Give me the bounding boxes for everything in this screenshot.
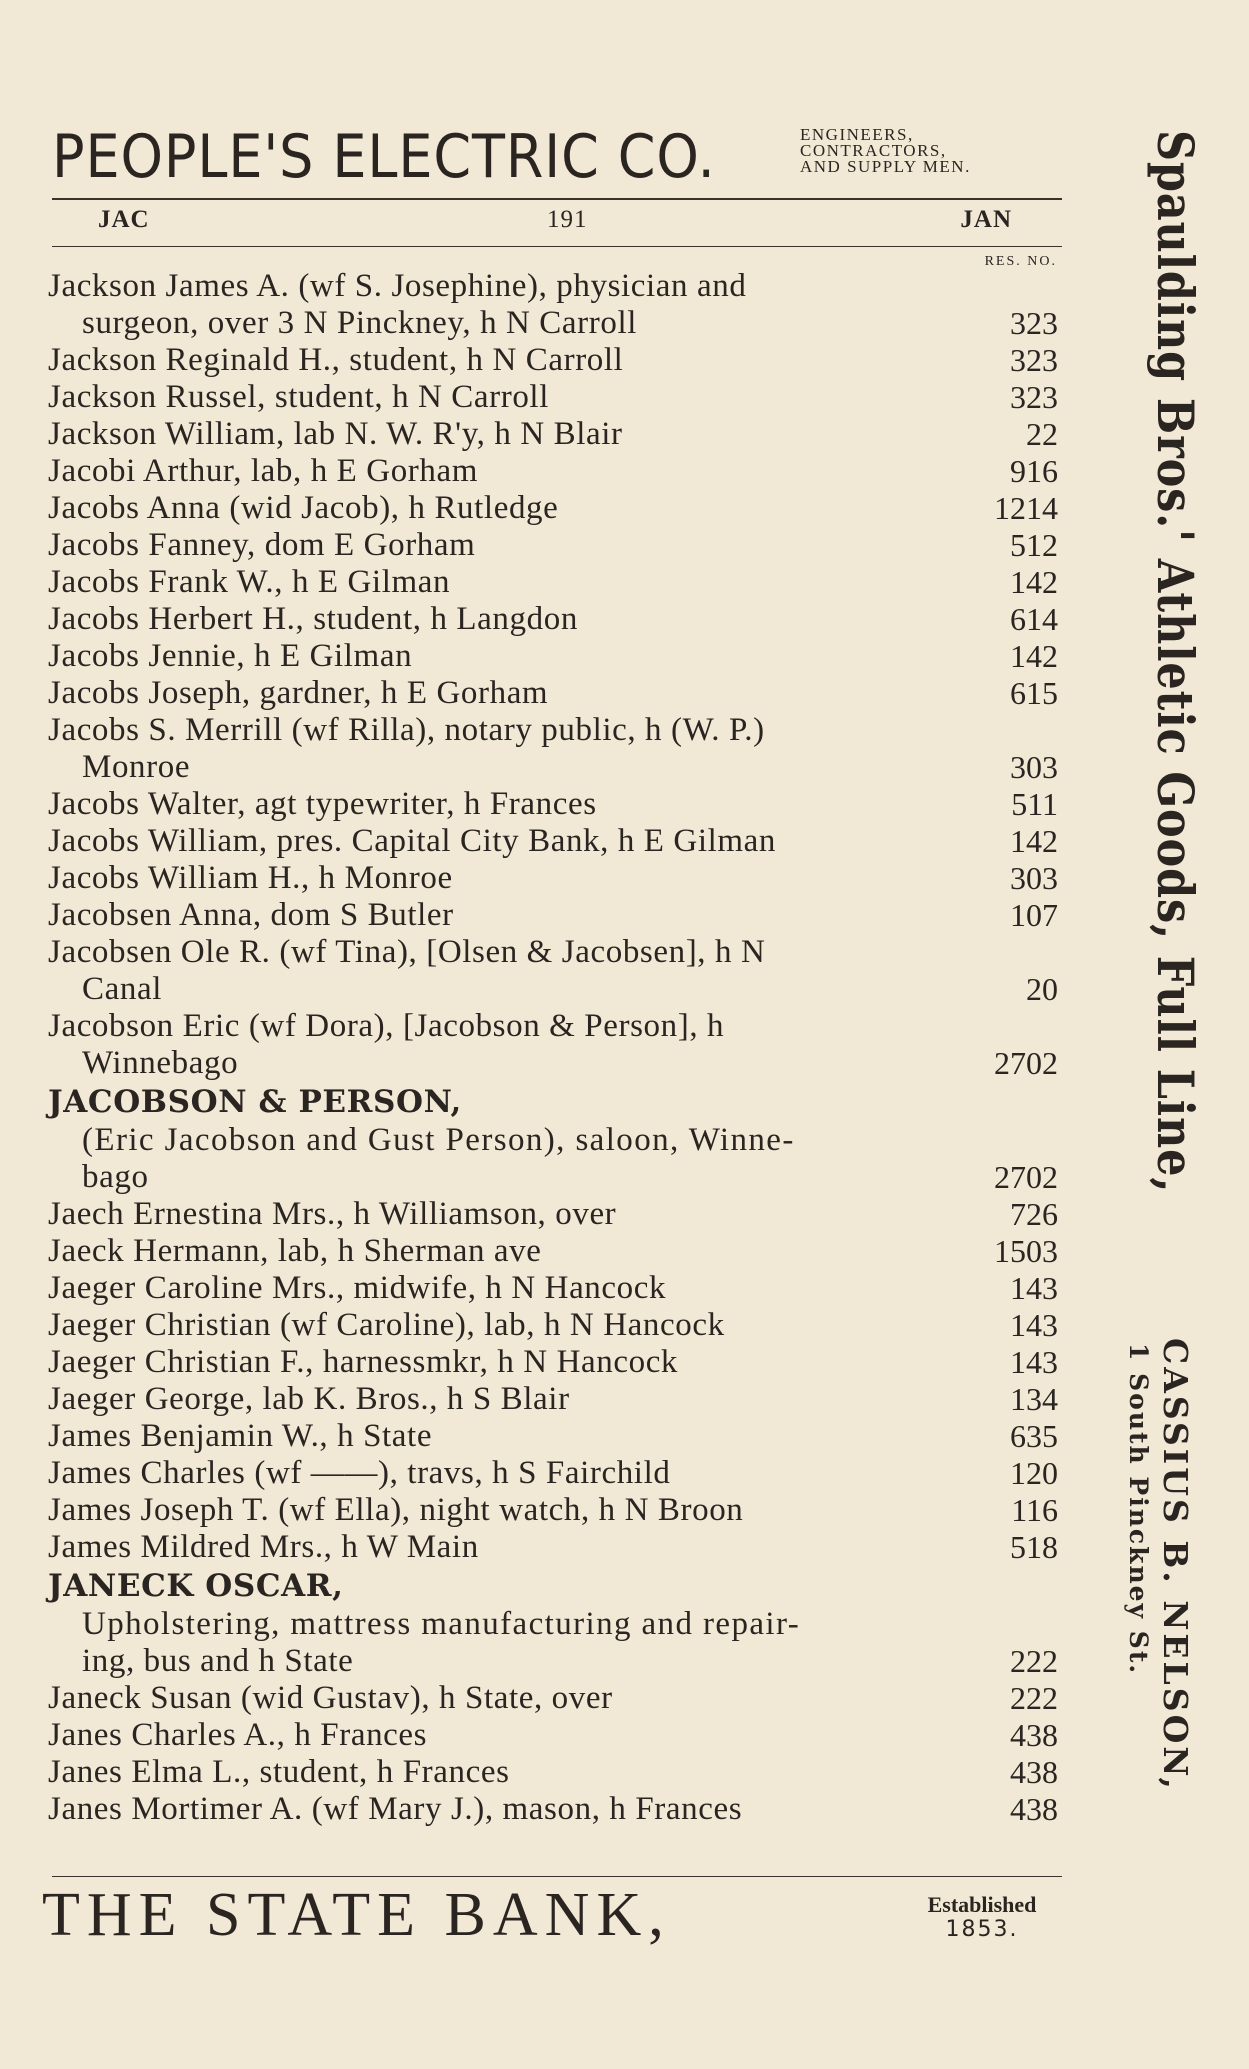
side-ad-main: Spaulding Bros.' Athletic Goods, Full Line,: [1146, 130, 1205, 1194]
entry-text: Jaeck Hermann, lab, h Sherman ave: [48, 1233, 542, 1269]
entry-text: Jacobsen Anna, dom S Butler: [48, 897, 454, 933]
running-head: [52, 206, 1062, 242]
header-service-line: AND SUPPLY MEN.: [800, 157, 971, 176]
directory-line: [48, 971, 1058, 1008]
res-number: 438: [1010, 1754, 1058, 1790]
directory-line: [48, 1122, 1058, 1159]
directory-line: [48, 1680, 1058, 1717]
entry-text: Jacobson Eric (wf Dora), [Jacobson & Person], h: [48, 1008, 725, 1044]
directory-line: [48, 1159, 1058, 1196]
res-number: 2702: [994, 1045, 1058, 1081]
res-number: 222: [1010, 1680, 1058, 1716]
directory-line: [48, 1233, 1058, 1270]
header-company-name: PEOPLE'S ELECTRIC CO.: [52, 122, 716, 192]
directory-line: [48, 1045, 1058, 1082]
entry-text: Jackson James A. (wf S. Josephine), physician and: [48, 268, 747, 304]
established-label: Established: [927, 1892, 1037, 1917]
res-number: 142: [1010, 638, 1058, 674]
running-head-right: JAN: [960, 206, 1012, 233]
directory-line: [48, 1492, 1058, 1529]
side-ad-name: CASSIUS B. NELSON,: [1156, 1338, 1195, 1792]
entry-text: Jacobs William H., h Monroe: [48, 860, 453, 896]
header-service-line: ENGINEERS,: [800, 125, 914, 144]
res-number: 107: [1010, 897, 1058, 933]
directory-line: [48, 1643, 1058, 1680]
directory-line: [48, 1455, 1058, 1492]
directory-line: [48, 1418, 1058, 1455]
column-heading: RES. NO.: [984, 254, 1057, 269]
res-number: 438: [1010, 1717, 1058, 1753]
res-number: 635: [1010, 1418, 1058, 1454]
res-number: 323: [1010, 342, 1058, 378]
entry-text: Jackson Reginald H., student, h N Carroll: [48, 342, 624, 378]
entry-text: James Mildred Mrs., h W Main: [48, 1529, 479, 1565]
entry-text: Jacobs Herbert H., student, h Langdon: [48, 601, 578, 637]
entry-text: surgeon, over 3 N Pinckney, h N Carroll: [82, 305, 637, 341]
res-number: 22: [1026, 416, 1058, 452]
entry-text: James Charles (wf ——), travs, h S Fairchild: [48, 1455, 671, 1491]
entry-text: Janes Elma L., student, h Frances: [48, 1754, 510, 1790]
res-number: 916: [1010, 453, 1058, 489]
directory-line: [48, 1529, 1058, 1566]
entry-text: Canal: [82, 971, 162, 1007]
entry-text: Jackson William, lab N. W. R'y, h N Blair: [48, 416, 623, 452]
running-head-rule: [52, 246, 1062, 247]
header-services: [800, 127, 971, 175]
entry-text: Jaeger George, lab K. Bros., h S Blair: [48, 1381, 570, 1417]
entry-text: Janeck Susan (wid Gustav), h State, over: [48, 1680, 613, 1716]
directory-line: [48, 379, 1058, 416]
res-number: 323: [1010, 305, 1058, 341]
established-year: 1853.: [945, 1917, 1019, 1942]
directory-line: [48, 1381, 1058, 1418]
res-number: 1214: [994, 490, 1058, 526]
res-number: 615: [1010, 675, 1058, 711]
res-number: 1503: [994, 1233, 1058, 1269]
entry-text: James Joseph T. (wf Ella), night watch, h N Broon: [48, 1492, 744, 1528]
directory-line: [48, 342, 1058, 379]
directory-line: [48, 638, 1058, 675]
res-number: 512: [1010, 527, 1058, 563]
directory-line: [48, 305, 1058, 342]
directory-line: [48, 1344, 1058, 1381]
entry-text: Jaech Ernestina Mrs., h Williamson, over: [48, 1196, 617, 1232]
firm-name: JANECK OSCAR,: [48, 1568, 344, 1604]
directory-line: [48, 786, 1058, 823]
side-ad-address: 1 South Pinckney St.: [1124, 1343, 1153, 1676]
directory-line: [48, 749, 1058, 786]
directory-listing: [48, 268, 1058, 1828]
res-number: 116: [1011, 1492, 1058, 1528]
entry-text: James Benjamin W., h State: [48, 1418, 433, 1454]
res-number: 142: [1010, 564, 1058, 600]
directory-line: [48, 1717, 1058, 1754]
directory-line: [48, 453, 1058, 490]
res-number: 614: [1010, 601, 1058, 637]
header-service-line: CONTRACTORS,: [800, 141, 947, 160]
directory-line: [48, 564, 1058, 601]
directory-line: [48, 1196, 1058, 1233]
res-number: 323: [1010, 379, 1058, 415]
directory-line: [48, 1606, 1058, 1643]
entry-text: bago: [82, 1159, 149, 1195]
header-rule: [52, 198, 1062, 200]
footer-established: [902, 1892, 1062, 1942]
entry-text: Janes Charles A., h Frances: [48, 1717, 428, 1753]
directory-line: [48, 416, 1058, 453]
res-number: 2702: [994, 1159, 1058, 1195]
directory-line: [48, 1791, 1058, 1828]
directory-line: [48, 860, 1058, 897]
res-number: 726: [1010, 1196, 1058, 1232]
entry-text: Jacobi Arthur, lab, h E Gorham: [48, 453, 479, 489]
entry-text: Jaeger Christian F., harnessmkr, h N Hancock: [48, 1344, 679, 1380]
entry-text: Jacobs Anna (wid Jacob), h Rutledge: [48, 490, 559, 526]
directory-line: [48, 1307, 1058, 1344]
entry-text: Jaeger Caroline Mrs., midwife, h N Hancock: [48, 1270, 667, 1306]
res-number: 438: [1010, 1791, 1058, 1827]
entry-text: Monroe: [82, 749, 191, 785]
directory-line: [48, 1008, 1058, 1045]
res-number: 143: [1010, 1344, 1058, 1380]
res-number: 143: [1010, 1270, 1058, 1306]
entry-text: Jackson Russel, student, h N Carroll: [48, 379, 549, 415]
entry-text: Jacobsen Ole R. (wf Tina), [Olsen & Jacobsen], h N: [48, 934, 766, 970]
entry-text: Upholstering, mattress manufacturing and repair-: [82, 1606, 801, 1642]
res-number: 142: [1010, 823, 1058, 859]
page-number: 191: [547, 206, 588, 233]
res-number: 120: [1010, 1455, 1058, 1491]
entry-text: Jaeger Christian (wf Caroline), lab, h N Hancock: [48, 1307, 725, 1343]
directory-line: [48, 1754, 1058, 1791]
entry-text: Jacobs Walter, agt typewriter, h Frances: [48, 786, 597, 822]
directory-line: [48, 1270, 1058, 1307]
entry-text: Jacobs S. Merrill (wf Rilla), notary public, h (W. P.): [48, 712, 765, 748]
footer-rule: [52, 1876, 1062, 1877]
entry-text: Jacobs Jennie, h E Gilman: [48, 638, 413, 674]
res-number: 303: [1010, 749, 1058, 785]
directory-line: [48, 897, 1058, 934]
res-number: 518: [1010, 1529, 1058, 1565]
directory-line: [48, 712, 1058, 749]
directory-line: [48, 823, 1058, 860]
firm-name: JACOBSON & PERSON,: [48, 1084, 462, 1120]
directory-line: [48, 601, 1058, 638]
directory-line: [48, 934, 1058, 971]
res-number: 143: [1010, 1307, 1058, 1343]
running-head-left: JAC: [98, 206, 150, 233]
entry-text: Winnebago: [82, 1045, 239, 1081]
footer-advertisement: [42, 1880, 1062, 1960]
res-number: 511: [1011, 786, 1058, 822]
firm-heading: [48, 1082, 1058, 1122]
res-number: 20: [1026, 971, 1058, 1007]
entry-text: (Eric Jacobson and Gust Person), saloon, Winne-: [82, 1122, 795, 1158]
res-number: 222: [1010, 1643, 1058, 1679]
entry-text: Jacobs William, pres. Capital City Bank, h E Gilman: [48, 823, 776, 859]
side-advertisement: [1089, 130, 1209, 1960]
header-advertisement: [52, 122, 1062, 192]
firm-heading: [48, 1566, 1058, 1606]
entry-text: Jacobs Frank W., h E Gilman: [48, 564, 451, 600]
entry-text: Jacobs Joseph, gardner, h E Gorham: [48, 675, 549, 711]
directory-line: [48, 527, 1058, 564]
entry-text: ing, bus and h State: [82, 1643, 354, 1679]
directory-line: [48, 490, 1058, 527]
res-number: 303: [1010, 860, 1058, 896]
directory-line: [48, 675, 1058, 712]
res-number: 134: [1010, 1381, 1058, 1417]
directory-line: [48, 268, 1058, 305]
footer-bank-name: THE STATE BANK,: [42, 1881, 671, 1949]
entry-text: Janes Mortimer A. (wf Mary J.), mason, h Frances: [48, 1791, 743, 1827]
entry-text: Jacobs Fanney, dom E Gorham: [48, 527, 476, 563]
